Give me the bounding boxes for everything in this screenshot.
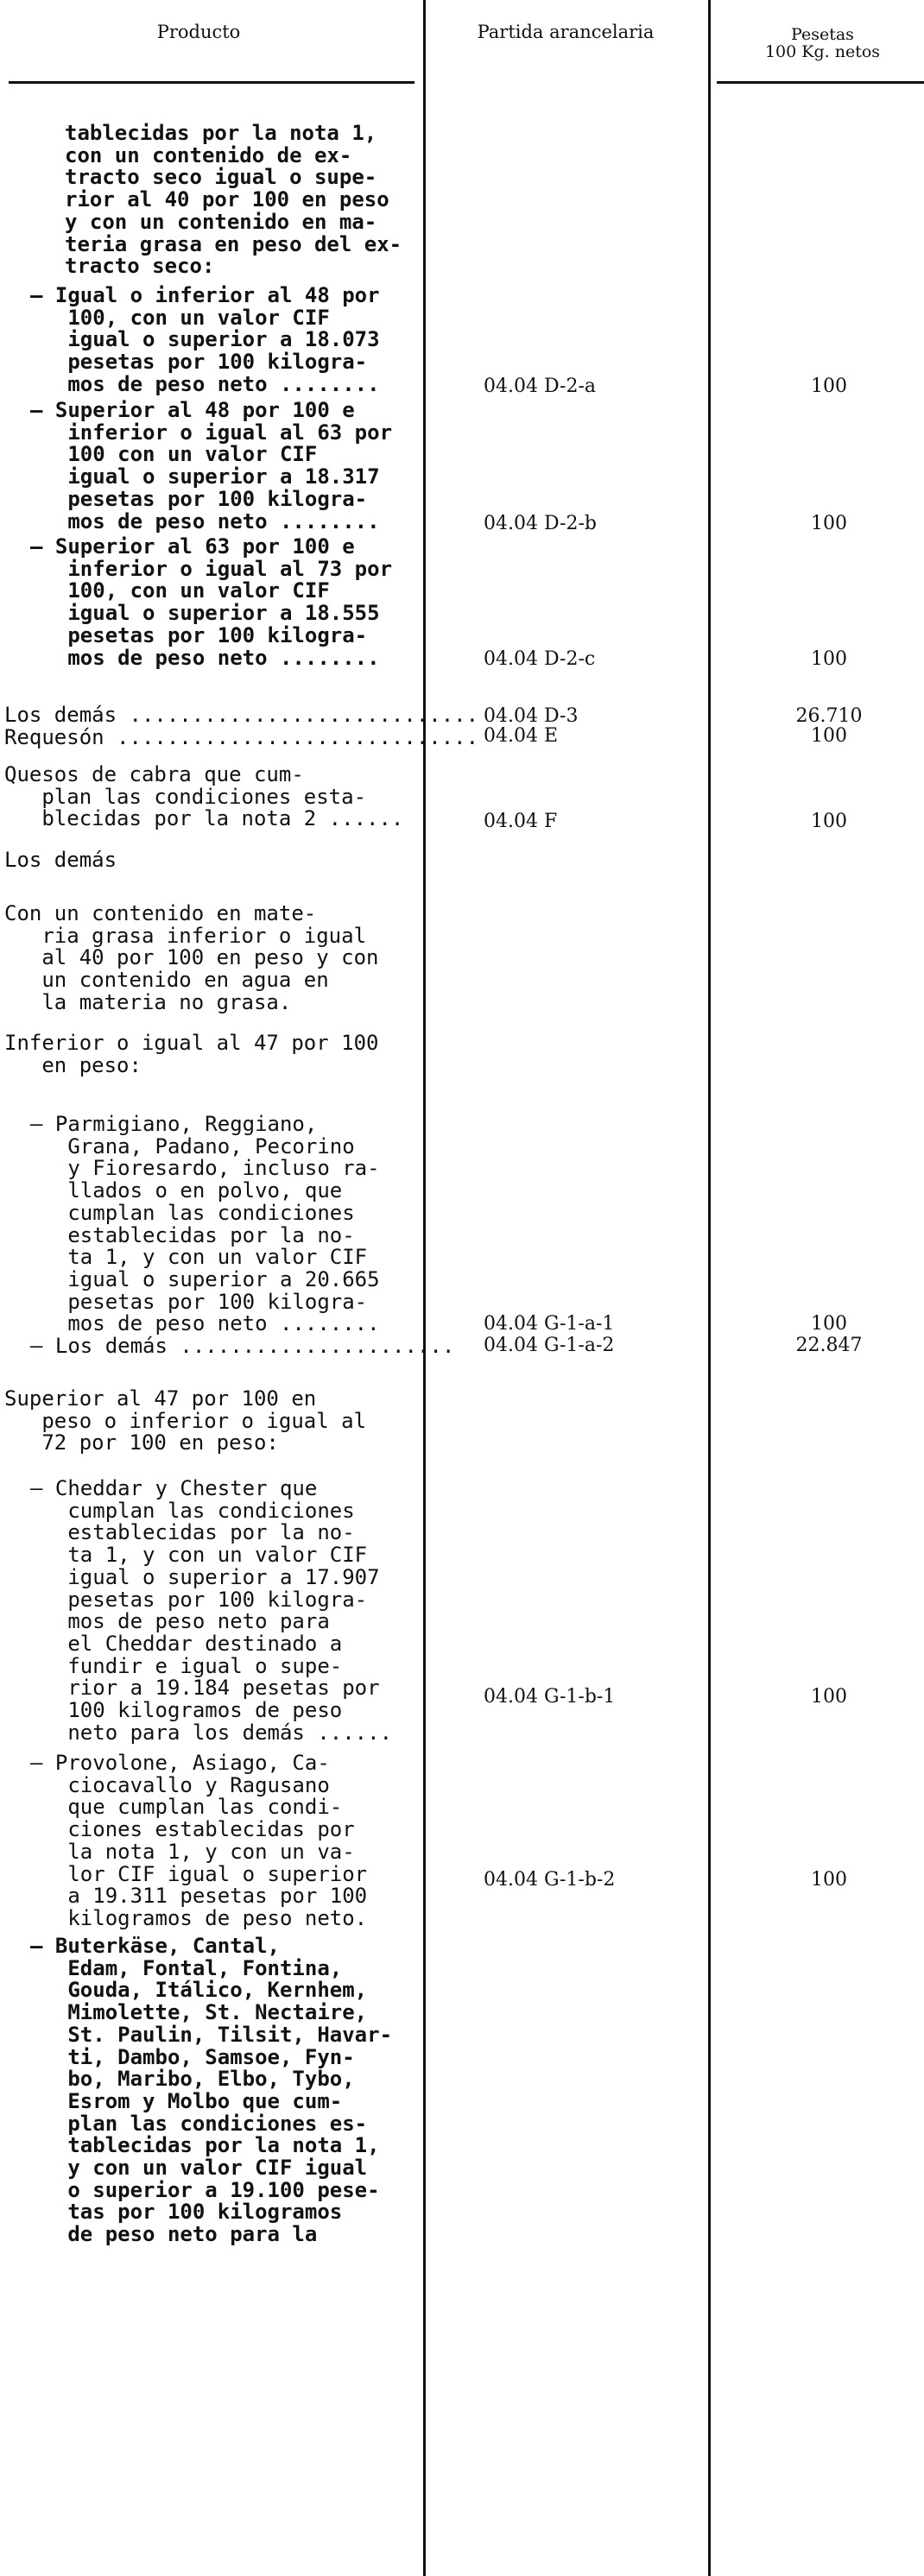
price-value: 100 (811, 811, 847, 832)
text-block-16: — Buterkäse, Cantal, Edam, Fontal, Fontina, Gouda, Itálico, Kernhem, Mimolette, St. Nectaire, St. Paulin, Tilsit, Havar- ti, Dambo, Samsoe, Fyn- bo, Maribo, Elbo, Tybo, Esrom y Molbo que cum- plan las condiciones es- tablecidas por la nota 1, y con un valor CIF igual o superior a 19.100 pese- tas por 100 kilogramos de peso neto para la (30, 1934, 393, 2247)
tariff-code: 04.04 D-2-c (484, 648, 596, 670)
text-block-14: — Cheddar y Chester que cumplan las condiciones establecidas por la no- ta 1, y con un valor CIF igual o superior a 17.907 pesetas por 100 kilogra- mos de peso neto para el Cheddar destinado a fundir e igual o supe- rior a 19.184 pesetas por 100 kilogramos de peso neto para los demás ...... (30, 1476, 393, 1745)
header-rule-producto (9, 81, 415, 84)
header-partida: Partida arancelaria (477, 22, 655, 42)
text-block-5: Los demás ............................ (4, 703, 479, 727)
price-value: 100 (811, 513, 847, 534)
text-block-4: — Superior al 63 por 100 e inferior o igual al 73 por 100, con un valor CIF igual o superior a 18.555 pesetas por 100 kilogra- mos de peso neto ........ (30, 534, 393, 670)
price-value: 100 (811, 648, 847, 670)
header-pesetas (721, 26, 924, 60)
price-value: 100 (811, 725, 847, 747)
text-block-13: Superior al 47 por 100 en peso o inferior o igual al 72 por 100 en peso: (4, 1386, 367, 1455)
text-block-8: Los demás (4, 848, 117, 872)
price-value: 100 (811, 1869, 847, 1891)
price-value: 100 (811, 1686, 847, 1708)
tariff-code: 04.04 E (484, 725, 559, 747)
tariff-code: 04.04 G-1-b-2 (484, 1869, 616, 1891)
price-value: 22.847 (795, 1335, 863, 1356)
text-block-7: Quesos de cabra que cum- plan las condiciones esta- blecidas por la nota 2 ...... (4, 762, 404, 831)
text-block-12: — Los demás ...................... (30, 1334, 455, 1358)
text-block-10: Inferior o igual al 47 por 100 en peso: (4, 1031, 379, 1077)
price-value: 100 (811, 1313, 847, 1335)
header-rule-pesetas (717, 81, 924, 84)
price-value: 100 (811, 376, 847, 397)
tariff-code: 04.04 G-1-b-1 (484, 1686, 616, 1708)
header-producto: Producto (156, 22, 241, 42)
text-block-11: — Parmigiano, Reggiano, Grana, Padano, Pecorino y Fioresardo, incluso ra- llados o en polvo, que cumplan las condiciones establecidas por la no- ta 1, y con un valor CIF igual o superior a 20.665 pesetas por 100 kilogra- mos de peso neto ........ (30, 1112, 380, 1336)
table-header (0, 0, 924, 83)
header-pesetas-line2: 100 Kg. netos (764, 42, 881, 61)
text-block-9: Con un contenido en mate- ria grasa inferior o igual al 40 por 100 en peso y con un contenido en agua en la materia no grasa. (4, 901, 379, 1014)
text-block-1: tablecidas por la nota 1, con un contenido de ex- tracto seco igual o supe- rior al 40 por 100 en peso y con un contenido en ma- teria grasa en peso del ex- tracto seco: (65, 121, 402, 279)
tariff-code: 04.04 D-3 (484, 705, 579, 727)
column-divider-left (423, 0, 426, 2576)
price-value: 26.710 (795, 705, 863, 727)
tariff-code: 04.04 F (484, 811, 558, 832)
tariff-code: 04.04 D-2-b (484, 513, 597, 534)
column-divider-right (708, 0, 711, 2576)
text-block-15: — Provolone, Asiago, Ca- ciocavallo y Ragusano que cumplan las condi- ciones establecidas por la nota 1, y con un va- lor CIF igual o superior a 19.311 pesetas por 100 kilogramos de peso neto. (30, 1751, 368, 1930)
text-block-2: — Igual o inferior al 48 por 100, con un valor CIF igual o superior a 18.073 pesetas por 100 kilogra- mos de peso neto ........ (30, 283, 380, 396)
text-block-3: — Superior al 48 por 100 e inferior o igual al 63 por 100 con un valor CIF igual o superior a 18.317 pesetas por 100 kilogra- mos de peso neto ........ (30, 398, 393, 534)
text-block-6: Requesón ............................. (4, 725, 479, 749)
header-pesetas-line1: Pesetas (791, 25, 854, 44)
tariff-code: 04.04 G-1-a-1 (484, 1313, 615, 1335)
tariff-code: 04.04 G-1-a-2 (484, 1335, 615, 1356)
tariff-code: 04.04 D-2-a (484, 376, 597, 397)
